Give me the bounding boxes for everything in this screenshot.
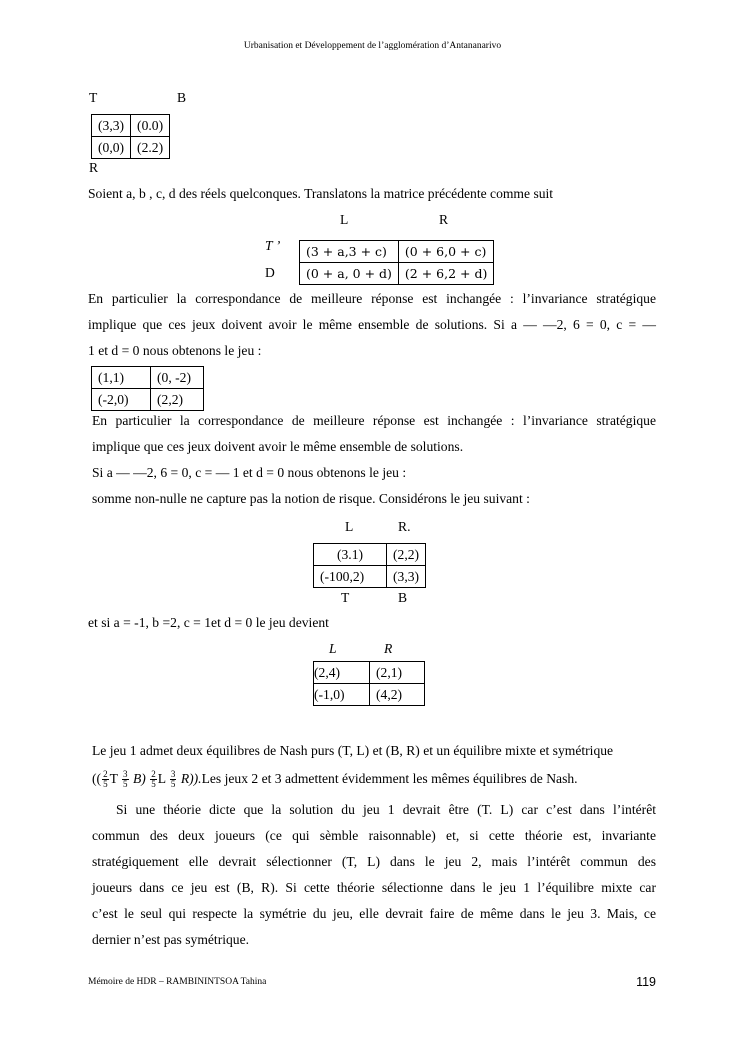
row-label-B: B: [398, 590, 408, 605]
symbol-R: R)).: [180, 771, 202, 786]
paragraph-line: somme non-nulle ne capture pas la notion de risque. Considérons le jeu suivant :: [92, 491, 530, 506]
paragraph-line: joueurs dans ce jeu est (B, R). Si cette théorie sélectionne dans le jeu 1 l’équilibre mixte car: [92, 880, 656, 895]
payoff-matrix-game2: [313, 543, 426, 588]
page-number: 119: [636, 975, 656, 989]
matrix-row: [314, 566, 426, 588]
payoff-matrix-game0: [91, 114, 170, 159]
col-label-R: R.: [398, 519, 411, 534]
payoff-matrix-translated: [299, 240, 494, 285]
col-label-R: R: [439, 212, 449, 227]
matrix-cell: (-1,0): [314, 684, 370, 706]
matrix-cell: (0 + 6,0 + c): [398, 241, 493, 263]
paragraph-line: Si a — —2, 6 = 0, c = — 1 et d = 0 nous obtenons le jeu :: [92, 465, 407, 480]
symbol-L: L: [157, 771, 166, 786]
col-label-R: R: [384, 641, 393, 656]
symbol-B: B): [132, 771, 146, 786]
paragraph-line: implique que ces jeux doivent avoir le même ensemble de solutions.: [92, 439, 464, 454]
matrix-cell: (-100,2): [314, 566, 387, 588]
paragraph-line: 1 et d = 0 nous obtenons le jeu :: [88, 343, 262, 358]
col-label-B: B: [177, 90, 187, 105]
row-label-T-prime: T ’: [265, 238, 281, 253]
matrix-cell: (3.1): [314, 544, 387, 566]
paragraph-line: En particulier la correspondance de meilleure réponse est inchangée : l’invariance stratégique: [88, 291, 656, 306]
soient-sentence: Soient a, b , c, d des réels quelconques. Translatons la matrice précédente comme suit: [88, 186, 554, 201]
paragraph-line: c’est le seul qui respecte la symétrie du jeu, elle devrait faire de même dans le jeu 3. Mais, ce: [92, 906, 656, 921]
paragraph-line: commun des deux joueurs (ce qui sèmble raisonnable) et, si cette théorie est, invariante: [92, 828, 656, 843]
matrix-row: [92, 115, 170, 137]
col-label-L: L: [340, 212, 349, 227]
fraction: $\frac{2}{5}$: [103, 769, 108, 790]
matrix-cell: (2,2): [387, 544, 426, 566]
paragraph-line: implique que ces jeux doivent avoir le même ensemble de solutions. Si a — —2, 6 = 0, c = —: [88, 317, 656, 332]
row-label-T: T: [89, 90, 98, 105]
paren-open: ((: [92, 771, 102, 786]
matrix-cell: (0 + a, 0 + d): [300, 263, 399, 285]
matrix-cell: (2,1): [370, 662, 425, 684]
matrix-row: [300, 241, 494, 263]
payoff-matrix-game1: [91, 366, 204, 411]
matrix-cell: (2 + 6,2 + d): [398, 263, 493, 285]
paragraph-line: En particulier la correspondance de meilleure réponse est inchangée : l’invariance stratégique: [92, 413, 656, 428]
matrix-row: [92, 367, 204, 389]
col-label-L: L: [329, 641, 337, 656]
nash-mixed-equilibrium-line: [92, 766, 578, 792]
matrix-cell: (3 + a,3 + c): [300, 241, 399, 263]
matrix-cell: (0, -2): [151, 367, 204, 389]
fraction: $\frac{3}{5}$: [170, 769, 176, 790]
nash-paragraph-line: Le jeu 1 admet deux équilibres de Nash purs (T, L) et (B, R) et un équilibre mixte et symétrique: [92, 743, 614, 758]
matrix-cell: (2,2): [151, 389, 204, 411]
row-label-R: R: [89, 160, 99, 175]
matrix-row: [314, 684, 425, 706]
et-si-sentence: et si a = -1, b =2, c = 1et d = 0 le jeu devient: [88, 615, 329, 630]
symbol-T: T: [109, 771, 118, 786]
matrix-cell: (1,1): [92, 367, 151, 389]
col-label-L: L: [345, 519, 354, 534]
matrix-cell: (2,4): [314, 662, 370, 684]
paragraph-line: Si une théorie dicte que la solution du jeu 1 devrait être (T. L) car c’est dans l’intérêt: [116, 802, 656, 817]
paragraph-line: stratégiquement elle devrait sélectionner (T, L) dans le jeu 2, mais l’intérêt commun des: [92, 854, 656, 869]
matrix-row: [314, 662, 425, 684]
matrix-cell: (3,3): [92, 115, 131, 137]
page-header: Urbanisation et Développement de l’agglomération d’Antananarivo: [243, 41, 502, 51]
payoff-matrix-game3: [313, 661, 425, 706]
row-label-D: D: [265, 265, 275, 280]
matrix-cell: (3,3): [387, 566, 426, 588]
matrix-cell: (2.2): [131, 137, 170, 159]
nash-line-rest: Les jeux 2 et 3 admettent évidemment les mêmes équilibres de Nash.: [201, 771, 578, 786]
matrix-cell: (0,0): [92, 137, 131, 159]
matrix-row: [92, 137, 170, 159]
matrix-cell: (0.0): [131, 115, 170, 137]
fraction: $\frac{2}{5}$: [151, 769, 156, 790]
matrix-row: [300, 263, 494, 285]
fraction: $\frac{3}{5}$: [123, 769, 128, 790]
matrix-cell: (-2,0): [92, 389, 151, 411]
matrix-cell: (4,2): [370, 684, 425, 706]
paragraph-line: dernier n’est pas symétrique.: [92, 932, 250, 947]
footer-author: Mémoire de HDR – RAMBININTSOA Tahina: [88, 977, 267, 987]
matrix-row: [314, 544, 426, 566]
row-label-T: T: [341, 590, 350, 605]
